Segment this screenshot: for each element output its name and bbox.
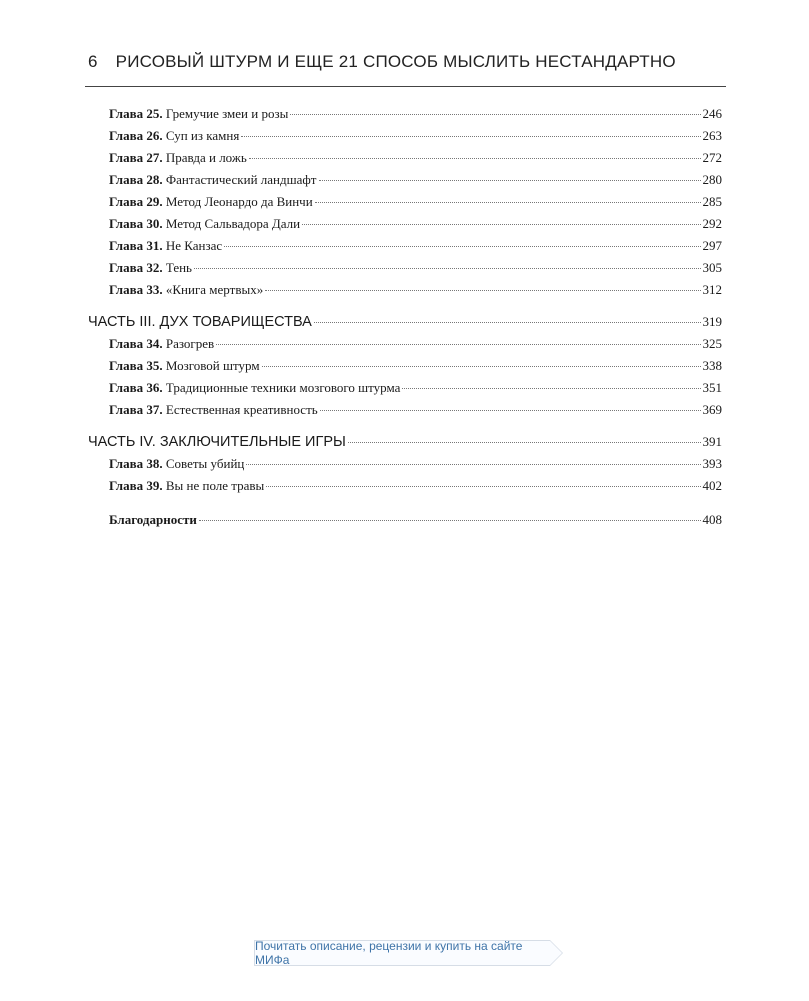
chapter-title: Тень — [162, 260, 192, 275]
header-rule — [85, 86, 726, 87]
chapter-label: Глава 25. — [109, 106, 163, 121]
leader-dots — [216, 343, 700, 345]
toc-entry-26[interactable] — [88, 128, 722, 148]
leader-dots — [319, 179, 701, 181]
chapter-title: Метод Леонардо да Винчи — [162, 194, 313, 209]
page-ref: 292 — [702, 216, 722, 231]
leader-dots — [266, 485, 700, 487]
chapter-title: «Книга мертвых» — [162, 282, 264, 297]
buy-link-text: Почитать описание, рецензии и купить на сайте МИФа — [255, 939, 523, 967]
leader-dots — [265, 289, 700, 291]
toc-part-4[interactable] — [88, 434, 722, 454]
page-ref: 272 — [702, 150, 722, 165]
page-ref: 319 — [702, 314, 722, 329]
book-title: РИСОВЫЙ ШТУРМ И ЕЩЕ 21 СПОСОБ МЫСЛИТЬ НЕСТАНДАРТНО — [115, 52, 676, 71]
toc-entry-31[interactable] — [88, 238, 722, 258]
part-title: ЧАСТЬ III. ДУХ ТОВАРИЩЕСТВА — [88, 314, 312, 330]
chapter-label: Глава 34. — [109, 336, 163, 351]
arrow-tab-fill — [550, 941, 562, 965]
chapter-label: Глава 26. — [109, 128, 163, 143]
leader-dots — [249, 157, 701, 159]
page-ref: 369 — [702, 402, 722, 417]
page-ref: 402 — [702, 478, 722, 493]
toc-entry-28[interactable] — [88, 172, 722, 192]
chapter-title: Традиционные техники мозгового штурма — [162, 380, 401, 395]
chapter-label: Глава 32. — [109, 260, 163, 275]
page-number: 6 — [88, 52, 98, 71]
toc-part-3[interactable] — [88, 314, 722, 334]
chapter-label: Глава 36. — [109, 380, 163, 395]
chapter-label: Глава 30. — [109, 216, 163, 231]
toc-acknowledgements[interactable] — [88, 512, 722, 532]
part-title: ЧАСТЬ IV. ЗАКЛЮЧИТЕЛЬНЫЕ ИГРЫ — [88, 434, 346, 450]
page-ref: 280 — [702, 172, 722, 187]
page-ref: 297 — [702, 238, 722, 253]
toc-entry-32[interactable] — [88, 260, 722, 280]
chapter-title: Метод Сальвадора Дали — [162, 216, 301, 231]
leader-dots — [246, 463, 700, 465]
leader-dots — [199, 519, 701, 521]
page-ref: 351 — [702, 380, 722, 395]
leader-dots — [315, 201, 701, 203]
toc-entry-33[interactable] — [88, 282, 722, 302]
chapter-label: Глава 38. — [109, 456, 163, 471]
toc-entry-36[interactable] — [88, 380, 722, 400]
chapter-label: Глава 33. — [109, 282, 163, 297]
chapter-label: Глава 39. — [109, 478, 163, 493]
leader-dots — [241, 135, 700, 137]
chapter-label: Глава 31. — [109, 238, 163, 253]
toc-entry-39[interactable] — [88, 478, 722, 498]
toc-entry-37[interactable] — [88, 402, 722, 422]
chapter-label: Глава 29. — [109, 194, 163, 209]
page-ref: 325 — [702, 336, 722, 351]
chapter-title: Суп из камня — [162, 128, 240, 143]
page-ref: 393 — [702, 456, 722, 471]
toc-entry-27[interactable] — [88, 150, 722, 170]
chapter-label: Глава 27. — [109, 150, 163, 165]
chapter-title: Правда и ложь — [162, 150, 247, 165]
leader-dots — [290, 113, 700, 115]
chapter-title: Фантастический ландшафт — [162, 172, 317, 187]
chapter-title: Естественная креативность — [162, 402, 318, 417]
chapter-title: Не Канзас — [162, 238, 223, 253]
page-ref: 408 — [702, 512, 722, 527]
chapter-title: Вы не поле травы — [162, 478, 265, 493]
leader-dots — [402, 387, 700, 389]
page-ref: 305 — [702, 260, 722, 275]
page-ref: 312 — [702, 282, 722, 297]
leader-dots — [224, 245, 700, 247]
page-ref: 263 — [702, 128, 722, 143]
chapter-title: Советы убийц — [162, 456, 245, 471]
leader-dots — [302, 223, 700, 225]
leader-dots — [262, 365, 701, 367]
running-head — [88, 52, 676, 72]
leader-dots — [320, 409, 701, 411]
toc-entry-35[interactable] — [88, 358, 722, 378]
leader-dots — [194, 267, 701, 269]
acknowledgements-title: Благодарности — [109, 512, 197, 527]
page-ref: 338 — [702, 358, 722, 373]
page-ref: 285 — [702, 194, 722, 209]
toc-entry-38[interactable] — [88, 456, 722, 476]
chapter-label: Глава 37. — [109, 402, 163, 417]
chapter-title: Мозговой штурм — [162, 358, 260, 373]
leader-dots — [348, 441, 701, 443]
toc-entry-29[interactable] — [88, 194, 722, 214]
chapter-title: Разогрев — [162, 336, 215, 351]
toc-entry-30[interactable] — [88, 216, 722, 236]
buy-on-mif-link[interactable] — [254, 940, 550, 966]
chapter-label: Глава 35. — [109, 358, 163, 373]
leader-dots — [314, 321, 701, 323]
toc-entry-25[interactable] — [88, 106, 722, 126]
toc-entry-34[interactable] — [88, 336, 722, 356]
page-ref: 246 — [702, 106, 722, 121]
chapter-label: Глава 28. — [109, 172, 163, 187]
page-ref: 391 — [702, 434, 722, 449]
chapter-title: Гремучие змеи и розы — [162, 106, 289, 121]
